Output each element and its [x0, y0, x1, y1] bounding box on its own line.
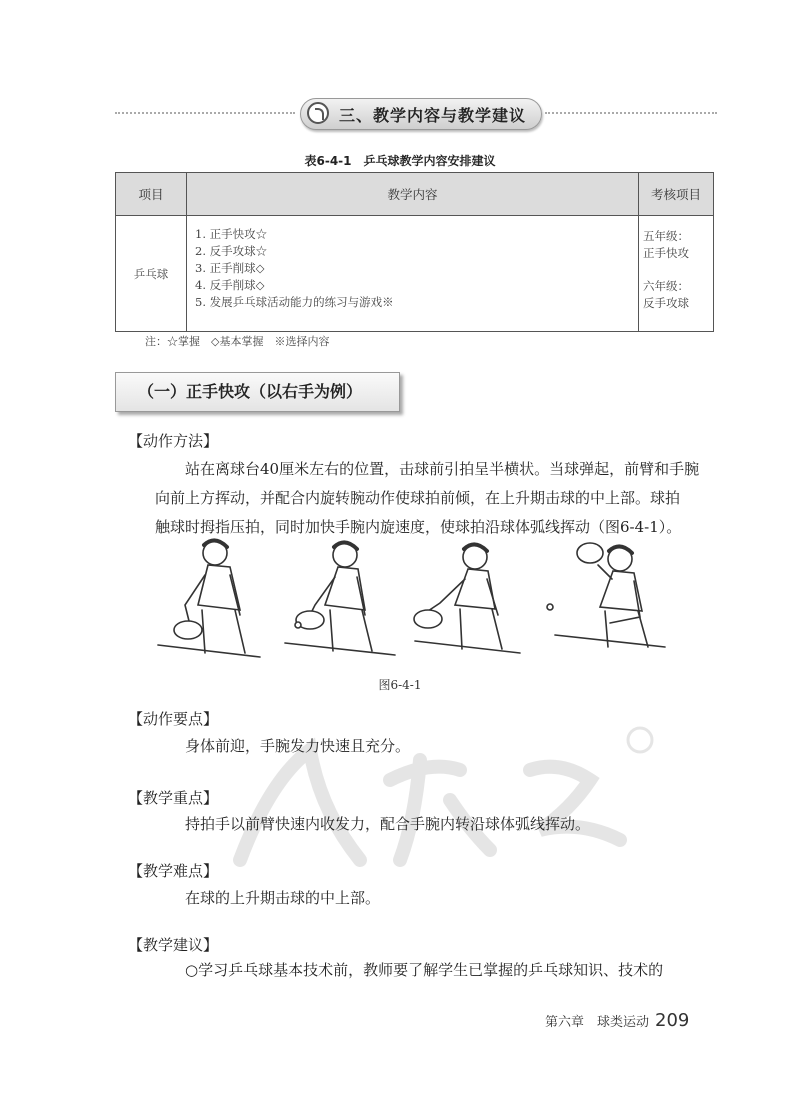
grade6-label: 六年级： [643, 279, 689, 293]
focus-line: 持拍手以前臂快速内收发力，配合手腕内转沿球体弧线挥动。 [185, 815, 591, 833]
content-table [115, 172, 714, 332]
difficulty-text [185, 884, 760, 913]
book-icon [307, 102, 329, 124]
focus-label: 【教学重点】 [128, 789, 219, 807]
page-footer [545, 1010, 689, 1031]
content-item: 4. 反手削球◇ [195, 278, 265, 292]
header-content: 教学内容 [187, 173, 639, 216]
grade6-value: 反手攻球 [643, 296, 689, 310]
section-divider-left [115, 112, 295, 114]
section-divider-right [545, 112, 717, 114]
table-note: 注：☆掌握 ◇基本掌握 ※选择内容 [145, 335, 330, 348]
keypoints-text [185, 732, 760, 761]
section-banner [300, 98, 542, 130]
grade5-label: 五年级： [643, 229, 689, 243]
suggestion-line: ○学习乒乓球基本技术前，教师要了解学生已掌握的乒乓球知识、技术的 [185, 961, 664, 979]
method-line: 向前上方挥动，并配合内旋转腕动作使球拍前倾，在上升期击球的中上部。球拍 [155, 489, 681, 507]
table-header-row [116, 173, 714, 216]
suggestion-text [185, 956, 730, 985]
header-assessment: 考核项目 [639, 173, 714, 216]
table-caption: 表6-4-1 乒乓球教学内容安排建议 [304, 154, 496, 168]
grade5-value: 正手快攻 [643, 246, 689, 260]
content-item: 3. 正手削球◇ [195, 261, 265, 275]
player-pose-4 [547, 543, 648, 647]
cell-item: 乒乓球 [116, 216, 187, 332]
cell-assessment [639, 216, 714, 332]
table-row [116, 216, 714, 332]
player-pose-2 [295, 542, 372, 651]
method-line: 站在离球台40厘米左右的位置，击球前引拍呈半横状。当球弹起，前臂和手腕 [185, 460, 700, 478]
section-title: 三、教学内容与教学建议 [339, 106, 527, 125]
content-item: 1. 正手快攻☆ [195, 227, 268, 241]
method-paragraph [155, 455, 730, 542]
subsection-title: （一）正手快攻（以右手为例） [115, 372, 400, 412]
player-pose-1 [174, 540, 245, 653]
difficulty-line: 在球的上升期击球的中上部。 [185, 889, 381, 907]
method-label: 【动作方法】 [128, 432, 219, 450]
difficulty-label: 【教学难点】 [128, 862, 219, 880]
chapter-title: 第六章 球类运动 [545, 1015, 650, 1030]
method-line: 触球时拇指压拍，同时加快手腕内旋速度，使球拍沿球体弧线挥动（图6-4-1）。 [155, 518, 682, 536]
suggestion-label: 【教学建议】 [128, 936, 219, 954]
forehand-sequence-figure [150, 535, 720, 665]
content-item: 5. 发展乒乓球活动能力的练习与游戏※ [195, 295, 394, 309]
cell-contents [187, 216, 639, 332]
figure-caption: 图6-4-1 [378, 678, 422, 692]
header-item: 项目 [116, 173, 187, 216]
keypoints-label: 【动作要点】 [128, 710, 219, 728]
content-item: 2. 反手攻球☆ [195, 244, 268, 258]
page-number: 209 [655, 1010, 690, 1031]
player-pose-3 [414, 544, 502, 649]
keypoints-line: 身体前迎，手腕发力快速且充分。 [185, 737, 411, 755]
focus-text [185, 810, 760, 839]
